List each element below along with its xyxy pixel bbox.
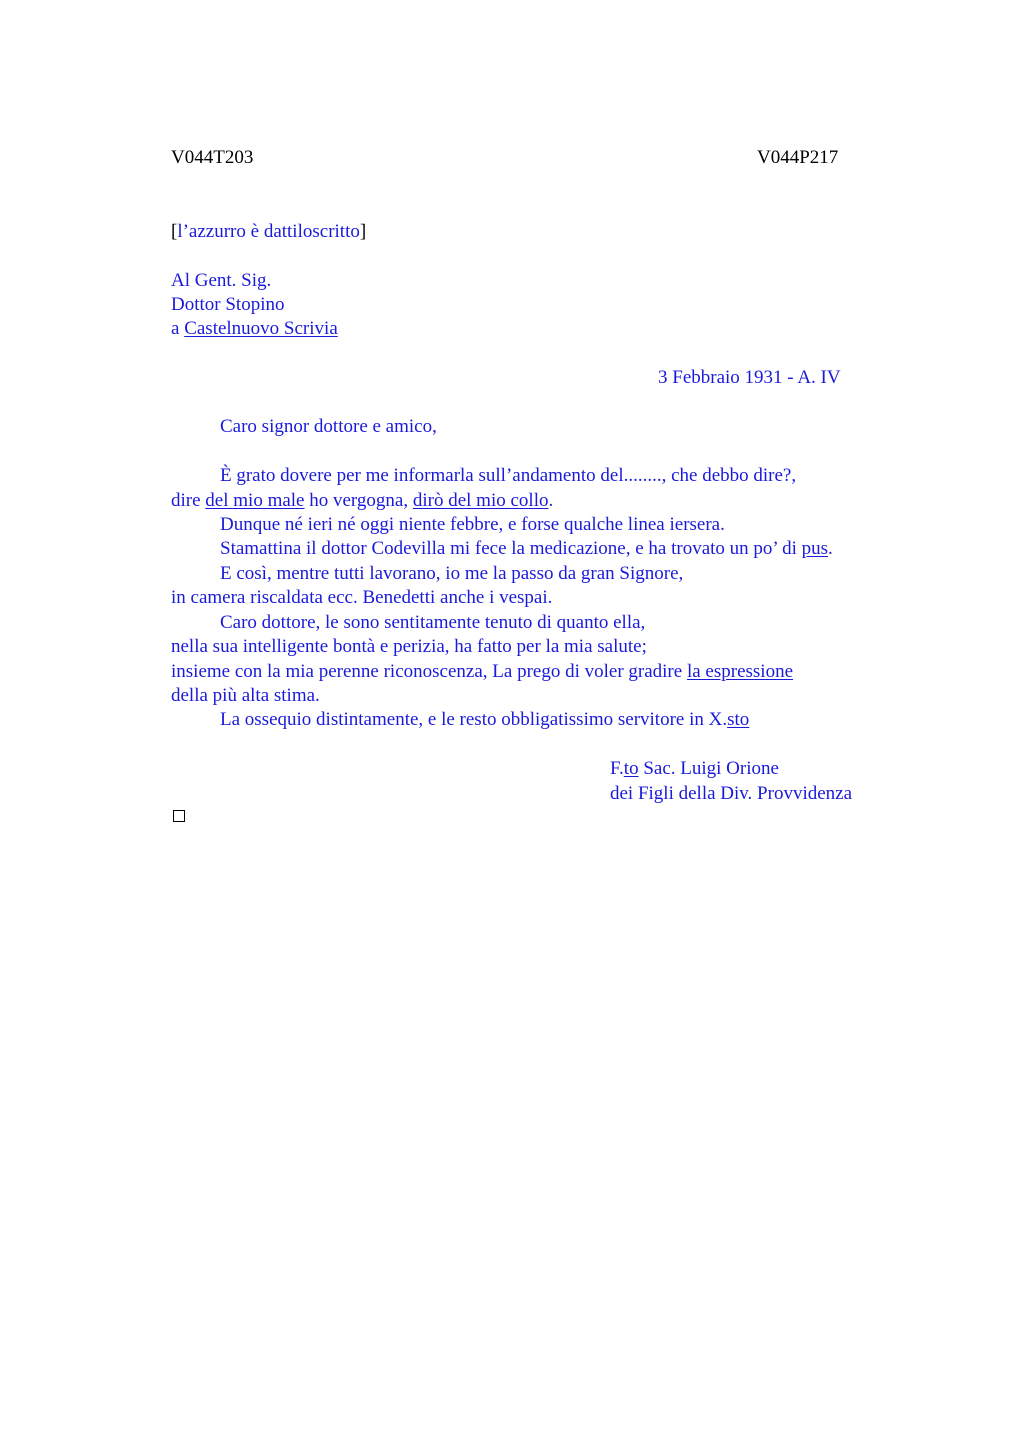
signature-fto-suffix: to [623,758,639,779]
document-code-left: V044T203 [171,147,254,168]
body-line-4 [220,537,833,561]
address-line-2: Dottor Stopino [171,294,285,315]
signature-line-2: dei Figli della Div. Provvidenza [610,783,853,804]
body-line-9 [171,660,793,684]
body-line-4-part-1: Stamattina il dottor Codevilla mi fece la medicazione, e ha trovato un po’ di [220,538,802,559]
body-line-3: Dunque né ieri né oggi niente febbre, e forse qualche linea iersera. [220,514,725,535]
note-close-bracket: ] [359,221,367,242]
note-text: l’azzurro è dattiloscritto [177,221,360,242]
body-line-2 [171,489,553,513]
letter-date: 3 Febbraio 1931 - A. IV [658,367,841,388]
signature-name: Sac. Luigi Orione [638,758,779,779]
address-line-1: Al Gent. Sig. [171,270,272,291]
address-prefix: a [171,318,185,339]
editorial-note [171,220,366,244]
body-line-11-part-1: La ossequio distintamente, e le resto obbligatissimo servitore in X. [220,709,728,730]
body-line-7: Caro dottore, le sono sentitamente tenuto di quanto ella, [220,612,646,633]
signature-fto-prefix: F. [610,758,624,779]
end-marker-square-icon [173,810,185,822]
salutation: Caro signor dottore e amico, [220,416,437,437]
underlined-mio-male: del mio male [205,490,305,511]
body-line-6: in camera riscaldata ecc. Benedetti anche i vespai. [171,587,553,608]
signature-line-1 [610,757,779,781]
body-line-1: È grato dovere per me informarla sull’andamento del........, che debbo dire?, [220,465,797,486]
body-line-5: E così, mentre tutti lavorano, io me la passo da gran Signore, [220,563,684,584]
document-code-right: V044P217 [757,147,839,168]
underlined-sto: sto [727,709,750,730]
body-line-9-part-1: insieme con la mia perenne riconoscenza, La prego di voler gradire [171,661,687,682]
body-line-10: della più alta stima. [171,685,320,706]
address-line-3 [171,317,338,341]
note-open-bracket: [ [171,221,178,242]
body-line-2-part-1: dire [171,490,206,511]
address-place: Castelnuovo Scrivia [184,318,338,339]
underlined-la-espressione: la espressione [686,661,794,682]
underlined-mio-collo: dirò del mio collo [412,490,549,511]
body-line-4-part-3: . [828,538,833,559]
body-line-11 [220,708,749,732]
body-line-2-part-3: ho vergogna, [304,490,413,511]
underlined-pus: pus [801,538,829,559]
body-line-8: nella sua intelligente bontà e perizia, ha fatto per la mia salute; [171,636,647,657]
body-line-2-part-5: . [548,490,554,511]
